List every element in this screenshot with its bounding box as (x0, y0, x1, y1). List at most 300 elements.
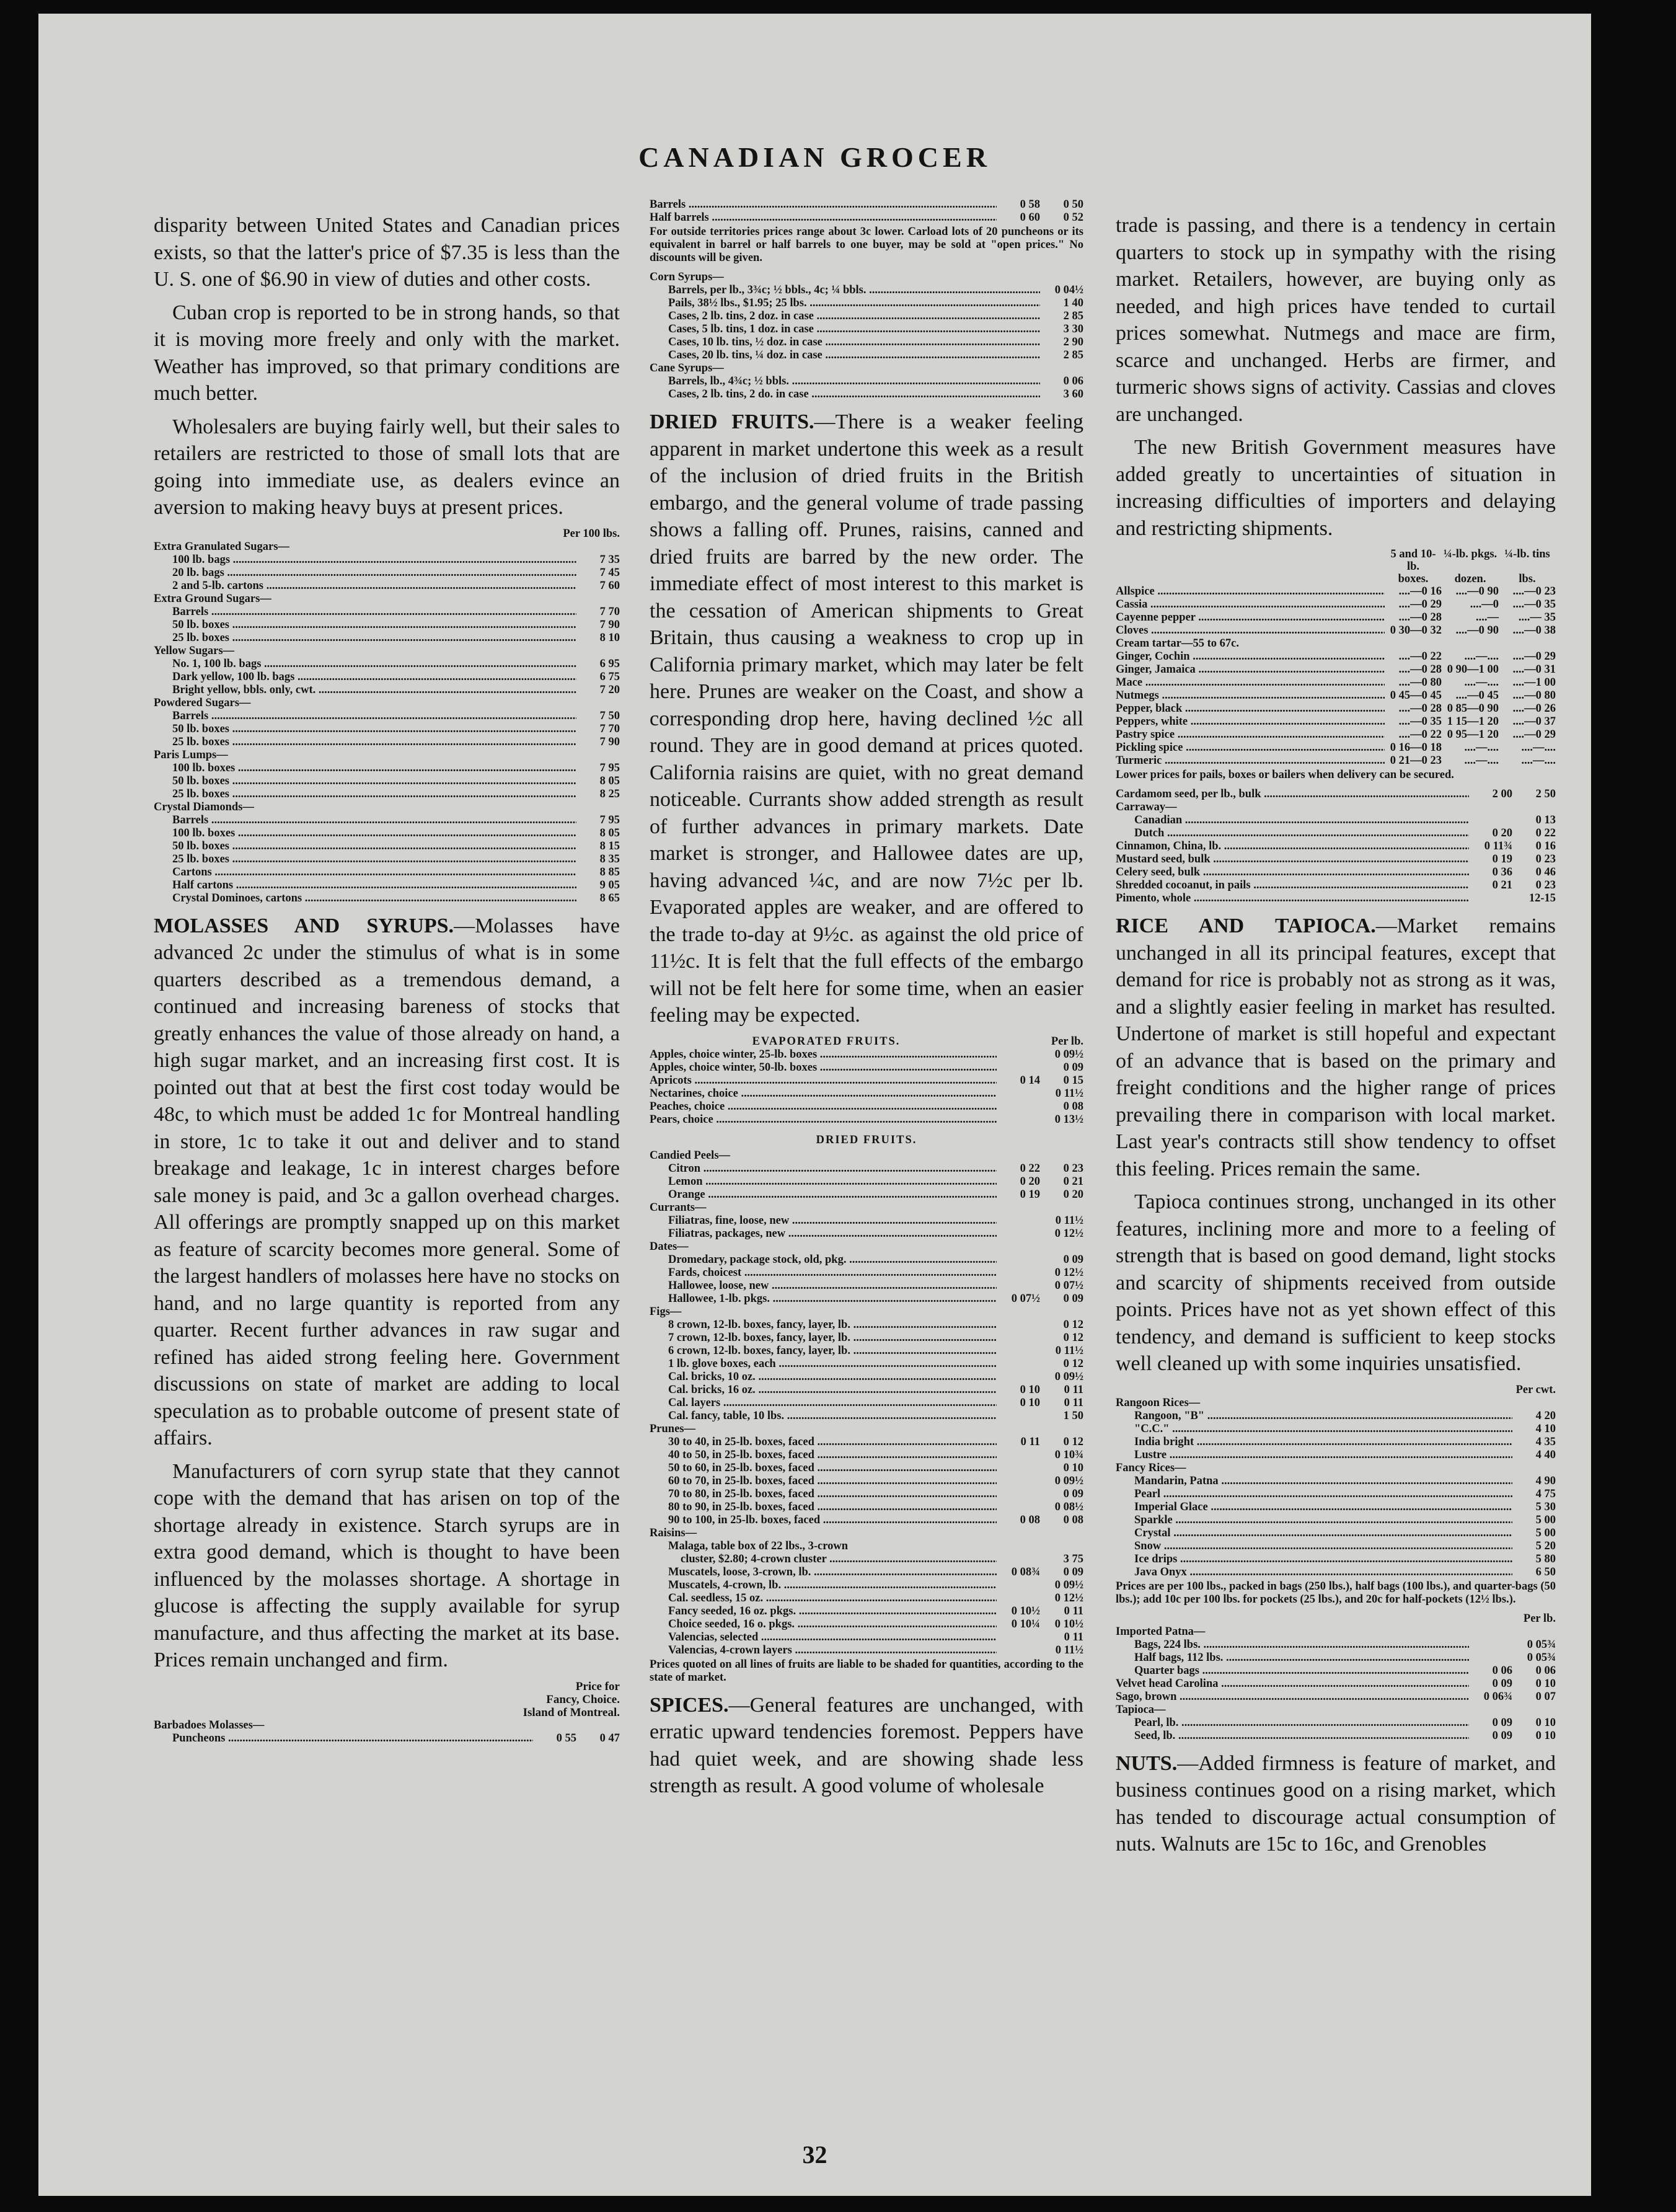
table-note: Prices quoted on all lines of fruits are liable to be shaded for quantities, according to the state of market. (650, 1658, 1083, 1684)
price-cell: ....—.... (1464, 741, 1499, 754)
price-cell: 1 40 (1063, 297, 1083, 309)
price-cell: 0 10 (1063, 1461, 1083, 1474)
price-cell: 0 23 (1063, 1162, 1083, 1175)
item-label: Barrels ..... (154, 606, 576, 619)
table-header (1116, 573, 1556, 585)
item-label: Cases, 20 lb. tins, ¼ doz. in case ..... (650, 349, 1040, 362)
table-row (650, 1618, 1083, 1631)
price-cell (997, 1475, 1040, 1488)
item-label: Shredded cocoanut, in pails ..... (1116, 879, 1469, 892)
item-label: Cal. layers ..... (650, 1397, 997, 1410)
price-cell (997, 1462, 1040, 1475)
price-cell: 0 09 (1063, 1061, 1083, 1074)
table-row (650, 1488, 1083, 1501)
price-cell: 1 15—1 20 (1447, 715, 1499, 728)
item-label: 50 lb. boxes ..... (154, 840, 576, 853)
section-paragraph (1116, 913, 1556, 1182)
table-row (154, 801, 620, 814)
table-row (650, 1579, 1083, 1592)
section-paragraph (1116, 1750, 1556, 1858)
item-label: Cal. fancy, table, 10 lbs. ..... (650, 1410, 997, 1423)
price-cell: 2 85 (1063, 349, 1083, 361)
table-row (1116, 650, 1556, 663)
price-cell (997, 1410, 1040, 1423)
price-cell: 0 16 (1535, 840, 1556, 852)
price-cell: 1 50 (1063, 1409, 1083, 1422)
price-cell: 0 09 (1492, 1677, 1512, 1690)
price-cell: ....— 35 (1518, 611, 1556, 624)
table-row (650, 1358, 1083, 1371)
item-label: 90 to 100, in 25-lb. boxes, faced ..... (650, 1514, 997, 1527)
table-row (154, 853, 620, 866)
item-label: Cases, 5 lb. tins, 1 doz. in case ..... (650, 323, 1040, 336)
price-cell: 4 35 (1535, 1435, 1556, 1448)
price-cell (1442, 637, 1499, 650)
table-row (154, 697, 620, 710)
table-row (1116, 1462, 1556, 1475)
price-cell: 0 85—0 90 (1447, 702, 1499, 715)
price-cell (1469, 1704, 1512, 1717)
item-label: Sparkle ..... (1116, 1514, 1512, 1527)
price-cell: ....—.... (1464, 754, 1499, 767)
table-row (154, 541, 620, 554)
price-cell: 0 09 (1492, 1716, 1512, 1729)
price-cell: 0 06¾ (1483, 1690, 1512, 1703)
price-cell: 0 11¾ (1484, 840, 1512, 852)
item-label: 25 lb. boxes ..... (154, 736, 576, 749)
table-row (650, 1214, 1083, 1228)
item-label: Java Onyx ..... (1116, 1566, 1512, 1579)
item-label: Ginger, Jamaica ..... (1116, 663, 1385, 676)
table-row (154, 879, 620, 892)
price-cell (997, 1371, 1040, 1384)
price-cell: 0 11 (1064, 1630, 1083, 1644)
table-row (1116, 1730, 1556, 1743)
item-label: Cases, 2 lb. tins, 2 do. in case ..... (650, 388, 1040, 401)
column-right (1116, 212, 1556, 2121)
table-header (154, 528, 620, 541)
price-cell: 8 05 (599, 774, 620, 787)
item-label: 1 lb. glove boxes, each ..... (650, 1358, 997, 1371)
price-cell: ....—0 16 (1398, 585, 1442, 598)
table-row (650, 1048, 1083, 1061)
syrup-price-table (650, 198, 1083, 401)
table-row (650, 1241, 1083, 1254)
item-label: Lustre ..... (1116, 1449, 1512, 1462)
item-label: Cardamom seed, per lb., bulk ..... (1116, 788, 1469, 801)
price-cell: 0 52 (1063, 211, 1083, 224)
price-cell: 0 09 (1492, 1729, 1512, 1742)
item-label: Pimento, whole ..... (1116, 892, 1469, 905)
item-label: Apples, choice winter, 25-lb. boxes ..... (650, 1048, 997, 1061)
table-row (1116, 814, 1556, 827)
item-label: Half cartons ..... (154, 879, 576, 892)
table-caption: EVAPORATED FRUITS. (752, 1035, 901, 1048)
table-caption: DRIED FRUITS. (816, 1133, 917, 1146)
item-label: Rangoon Rices— (1116, 1396, 1201, 1409)
item-label: Orange ..... (650, 1188, 997, 1201)
table-row (650, 362, 1083, 375)
price-cell (997, 1423, 1040, 1436)
column-middle (650, 195, 1083, 2098)
table-body (154, 1719, 620, 1745)
table-row (154, 684, 620, 697)
table-header (1116, 1384, 1556, 1397)
item-label: Quarter bags ..... (1116, 1665, 1469, 1678)
table-row (1116, 624, 1556, 637)
item-label: Sago, brown ..... (1116, 1691, 1469, 1704)
table-row (650, 198, 1083, 211)
table-row (154, 723, 620, 736)
price-cell: 0 23 (1535, 853, 1556, 865)
item-label: Canadian ..... (1116, 814, 1469, 827)
price-cell: 0 06 (1535, 1664, 1556, 1677)
item-label: Dutch ..... (1116, 827, 1469, 840)
item-label: Choice seeded, 16 o. pkgs. ..... (650, 1618, 997, 1631)
item-label: Imported Patna— (1116, 1625, 1206, 1638)
price-cell: 0 09½ (1054, 1370, 1083, 1383)
table-row (154, 593, 620, 606)
table-row (650, 1553, 1083, 1566)
table-row (650, 1592, 1083, 1605)
table-row (650, 1074, 1083, 1087)
table-row (650, 1306, 1083, 1319)
table-row (650, 1345, 1083, 1358)
table-row (1116, 1527, 1556, 1540)
item-label: 25 lb. boxes ..... (154, 788, 576, 801)
table-row (1116, 827, 1556, 840)
table-body (1116, 788, 1556, 905)
price-cell: 8 10 (599, 631, 620, 644)
price-cell: 0 60 (1020, 211, 1040, 224)
table-row (650, 1267, 1083, 1280)
price-cell: 0 36 (1492, 866, 1512, 878)
table-body (650, 1048, 1083, 1126)
item-label: 6 crown, 12-lb. boxes, fancy, layer, lb. ..... (650, 1345, 997, 1358)
price-cell (1040, 1527, 1083, 1540)
item-label: Seed, lb. ..... (1116, 1730, 1469, 1743)
paragraph: Cuban crop is reported to be in strong hands, so that it is moving more freely and only with the market. Weather has improved, so that primary conditions are much better. (154, 301, 620, 405)
price-cell: 8 65 (599, 891, 620, 905)
price-cell: 0 04½ (1054, 284, 1083, 296)
table-row (154, 632, 620, 645)
table-row (650, 1162, 1083, 1175)
table-row (1116, 853, 1556, 866)
dried-fruits-table (650, 1134, 1083, 1684)
price-cell: 0 09½ (1054, 1474, 1083, 1487)
price-cell: 0 11½ (1055, 1214, 1083, 1227)
price-cell: ....—0 90 (1455, 585, 1499, 598)
table-row (154, 671, 620, 684)
item-label: 50 lb. boxes ..... (154, 619, 576, 632)
table-row (154, 567, 620, 580)
item-label: 70 to 80, in 25-lb. boxes, faced ..... (650, 1488, 997, 1501)
price-cell: 5 00 (1535, 1526, 1556, 1539)
rice-price-table (1116, 1384, 1556, 1743)
item-label: Half bags, 112 lbs. ..... (1116, 1652, 1469, 1665)
table-row (154, 866, 620, 879)
paragraph: Tapioca continues strong, unchanged in its other features, inclining more and more to a feeling of strength that is based on good demand, light stocks and scarcity of shipments received from outside points. Prices have not as yet shown effect of this tendency, and demand is sufficient to keep stocks well cleaned up with some inquiries unsatisfied. (1116, 1190, 1556, 1375)
price-cell (1469, 1639, 1512, 1652)
price-cell: 0 07 (1535, 1690, 1556, 1703)
table-row (1116, 754, 1556, 768)
table-row (650, 1566, 1083, 1579)
price-cell: 0 13 (1535, 814, 1556, 826)
unit-label: Per lb. (1051, 1035, 1083, 1048)
price-cell: ....—0 (1470, 598, 1499, 611)
price-cell (997, 1201, 1040, 1214)
price-cell (576, 749, 620, 762)
price-cell: 0 58 (1020, 198, 1040, 211)
sugar-price-table (154, 528, 620, 905)
price-cell (576, 541, 620, 554)
item-label: Pears, choice ..... (650, 1113, 997, 1126)
price-cell: 0 19 (1020, 1188, 1040, 1201)
price-cell (997, 1241, 1040, 1254)
price-cell (1040, 1201, 1083, 1214)
price-cell: 0 11½ (1055, 1644, 1083, 1657)
section-heading: MOLASSES AND SYRUPS. (154, 914, 454, 937)
table-note: For outside territories prices range about 3c lower. Carload lots of 20 puncheons or its equivalent in barrel or half barrels to one buyer, may be sold at "open prices." No discounts will be given. (650, 226, 1083, 264)
price-cell: ....—0 28 (1398, 611, 1442, 624)
item-label: Cal. bricks, 16 oz. ..... (650, 1384, 997, 1397)
price-cell: 2 90 (1063, 336, 1083, 348)
price-cell: 9 05 (599, 878, 620, 891)
table-row (1116, 1678, 1556, 1691)
price-cell (1040, 362, 1083, 375)
price-cell: 0 45—0 45 (1390, 689, 1442, 702)
item-label: Fards, choicest ..... (650, 1267, 997, 1280)
price-cell: 0 95—1 20 (1447, 728, 1499, 741)
price-cell (1512, 1626, 1556, 1639)
price-cell: 0 08¾ (1011, 1565, 1040, 1578)
item-label: Barrels ..... (650, 198, 997, 211)
price-cell: 0 11½ (1055, 1344, 1083, 1357)
item-label: India bright ..... (1116, 1436, 1512, 1449)
price-cell (1512, 1397, 1556, 1410)
price-cell: ....—.... (1521, 741, 1556, 754)
item-label: Apricots ..... (650, 1074, 997, 1087)
item-label: Cases, 2 lb. tins, 2 doz. in case ..... (650, 310, 1040, 323)
item-label: Muscatels, 4-crown, lb. ..... (650, 1579, 997, 1592)
price-cell (576, 801, 620, 814)
price-cell: 0 14 (1020, 1074, 1040, 1087)
price-cell: 5 30 (1535, 1500, 1556, 1513)
price-cell: 0 50 (1063, 198, 1083, 211)
item-label: Pepper, black ..... (1116, 702, 1385, 715)
price-cell (1469, 801, 1512, 814)
item-label: Mace ..... (1116, 676, 1385, 689)
price-cell: 5 00 (1535, 1513, 1556, 1526)
item-label: Powdered Sugars— (154, 696, 251, 709)
price-cell: ....—0 90 (1455, 624, 1499, 637)
price-cell: 6 95 (599, 657, 620, 670)
item-label: Carraway— (1116, 801, 1177, 813)
table-row (154, 1732, 620, 1745)
item-label: Paris Lumps— (154, 748, 228, 761)
price-cell (997, 1214, 1040, 1228)
price-cell (576, 645, 620, 658)
section-paragraph (650, 409, 1083, 1029)
item-label: Valencias, 4-crown layers ..... (650, 1644, 997, 1657)
price-cell: ....—0 45 (1455, 689, 1499, 702)
price-cell: 0 10½ (1011, 1604, 1040, 1617)
section-paragraph (154, 913, 620, 1452)
table-row (1116, 879, 1556, 892)
column-header: ¼-lb. pkgs. (1443, 548, 1497, 560)
price-cell: 4 90 (1535, 1474, 1556, 1487)
table-row (1116, 1665, 1556, 1678)
item-label: Cane Syrups— (650, 362, 724, 374)
newspaper-page (38, 14, 1591, 2196)
price-cell: ....—0 80 (1512, 689, 1556, 702)
item-label: Cal. bricks, 10 oz. ..... (650, 1371, 997, 1384)
table-header: Fancy, Choice. (546, 1692, 620, 1706)
price-cell: 0 07½ (1054, 1279, 1083, 1292)
section-heading: DRIED FRUITS. (650, 410, 814, 433)
table-row (1116, 1436, 1556, 1449)
price-cell: 0 09 (1063, 1487, 1083, 1500)
price-cell: 0 12 (1063, 1318, 1083, 1331)
table-row (650, 375, 1083, 388)
item-label: Filiatras, fine, loose, new ..... (650, 1214, 997, 1228)
table-header: Price for (575, 1679, 620, 1693)
item-label: Hallowee, loose, new ..... (650, 1280, 997, 1293)
price-cell: 0 22 (1020, 1162, 1040, 1175)
item-label: 50 lb. boxes ..... (154, 723, 576, 736)
price-cell (1469, 814, 1512, 827)
table-header (650, 1035, 1083, 1048)
price-cell: 0 21 (1492, 879, 1512, 891)
table-row (154, 814, 620, 827)
item-label: Barrels, lb., 4¾c; ½ bbls. ..... (650, 375, 1040, 388)
price-cell (1512, 1462, 1556, 1475)
table-row (650, 1436, 1083, 1449)
price-cell: 7 70 (599, 605, 620, 618)
table-row (1116, 741, 1556, 754)
price-cell (997, 1501, 1040, 1514)
item-label: Bright yellow, bbls. only, cwt. ..... (154, 684, 576, 697)
price-cell (576, 1719, 620, 1732)
price-cell: ....—0 26 (1512, 702, 1556, 715)
price-cell: 0 15 (1063, 1074, 1083, 1087)
item-label: 30 to 40, in 25-lb. boxes, faced ..... (650, 1436, 997, 1449)
price-cell: ....—0 80 (1398, 676, 1442, 689)
table-header (1116, 548, 1556, 573)
item-label: No. 1, 100 lb. bags ..... (154, 658, 576, 671)
section-heading: NUTS. (1116, 1751, 1178, 1775)
table-row (154, 606, 620, 619)
column-header: 5 and 10-lb. (1390, 548, 1436, 573)
table-row (1116, 801, 1556, 814)
price-cell: 0 19 (1492, 853, 1512, 865)
price-cell: 4 40 (1535, 1448, 1556, 1461)
price-cell (997, 1644, 1040, 1657)
item-label: Turmeric ..... (1116, 754, 1385, 768)
price-cell: ....—1 00 (1512, 676, 1556, 689)
price-cell: 0 06 (1492, 1664, 1512, 1677)
price-cell: 5 80 (1535, 1552, 1556, 1565)
table-row (650, 284, 1083, 297)
item-label: Crystal Dominoes, cartons ..... (154, 892, 576, 905)
price-cell: 0 09 (1063, 1565, 1083, 1578)
section-paragraph (650, 1692, 1083, 1800)
table-row (154, 580, 620, 593)
price-cell (997, 1048, 1040, 1061)
price-cell: 0 20 (1020, 1175, 1040, 1188)
item-label: Nectarines, choice ..... (650, 1087, 997, 1100)
price-cell (997, 1345, 1040, 1358)
table-row (650, 1100, 1083, 1113)
price-cell (997, 1358, 1040, 1371)
item-label: Nutmegs ..... (1116, 689, 1385, 702)
price-cell: 4 10 (1535, 1422, 1556, 1435)
table-row (154, 658, 620, 671)
price-cell: ....—.... (1521, 754, 1556, 767)
item-label: 60 to 70, in 25-lb. boxes, faced ..... (650, 1475, 997, 1488)
item-label: Velvet head Carolina ..... (1116, 1678, 1469, 1691)
price-cell: 6 50 (1535, 1565, 1556, 1578)
table-row (650, 1644, 1083, 1657)
table-row (650, 211, 1083, 224)
price-cell: 7 35 (599, 553, 620, 566)
item-label: 20 lb. bags ..... (154, 567, 576, 580)
column-header: ¼-lb. tins (1504, 548, 1550, 560)
price-cell: 0 21 (1063, 1175, 1083, 1188)
table-row (154, 736, 620, 749)
item-label: 2 and 5-lb. cartons ..... (154, 580, 576, 593)
table-row (1116, 1410, 1556, 1423)
item-label: Muscatels, loose, 3-crown, lb. ..... (650, 1566, 997, 1579)
paragraph: Manufacturers of corn syrup state that they cannot cope with the demand that has arisen on top of the shortage already in existence. Starch syrups are in extra good demand, which is thought to have been influenced by the molasses shortage. A shortage in glucose is affecting the supply available for syrup manufacture, and thus affecting the market at its base. Prices remain unchanged and firm. (154, 1459, 620, 1671)
price-cell: 0 20 (1063, 1188, 1083, 1201)
price-cell: 0 10 (1020, 1383, 1040, 1396)
price-cell: ....— (1476, 611, 1499, 624)
price-cell (997, 1267, 1040, 1280)
item-label: Lemon ..... (650, 1175, 997, 1188)
price-cell: 0 08 (1063, 1513, 1083, 1526)
table-row (650, 1631, 1083, 1644)
item-label: Prunes— (650, 1422, 695, 1435)
table-row (650, 388, 1083, 401)
item-label: Tapioca— (1116, 1703, 1166, 1716)
price-cell: 4 20 (1535, 1409, 1556, 1422)
price-cell (997, 1280, 1040, 1293)
table-row (1116, 637, 1556, 650)
paragraph: disparity between United States and Canadian prices exists, so that the latter's price of $7.35 is less than the U. S. one of $6.90 in view of duties and other costs. (154, 214, 620, 291)
table-body (650, 1149, 1083, 1657)
item-label: Mustard seed, bulk ..... (1116, 853, 1469, 866)
table-row (1116, 1566, 1556, 1579)
price-cell (997, 1579, 1040, 1592)
item-label: Dromedary, package stock, old, pkg. ..... (650, 1254, 997, 1267)
table-row (154, 619, 620, 632)
price-cell: 0 46 (1535, 866, 1556, 878)
price-cell: ....—.... (1464, 676, 1499, 689)
price-cell: ....—0 29 (1512, 650, 1556, 663)
section-heading: RICE AND TAPIOCA. (1116, 914, 1376, 937)
price-cell: 0 16—0 18 (1390, 741, 1442, 754)
item-label: 100 lb. boxes ..... (154, 827, 576, 840)
price-cell (1512, 1704, 1556, 1717)
price-cell (997, 1149, 1040, 1162)
price-cell: 0 12½ (1054, 1227, 1083, 1240)
table-row (650, 349, 1083, 362)
table-row (1116, 1514, 1556, 1527)
price-cell: 0 55 (556, 1732, 576, 1745)
item-label: Allspice ..... (1116, 585, 1385, 598)
item-label: 50 lb. boxes ..... (154, 775, 576, 788)
